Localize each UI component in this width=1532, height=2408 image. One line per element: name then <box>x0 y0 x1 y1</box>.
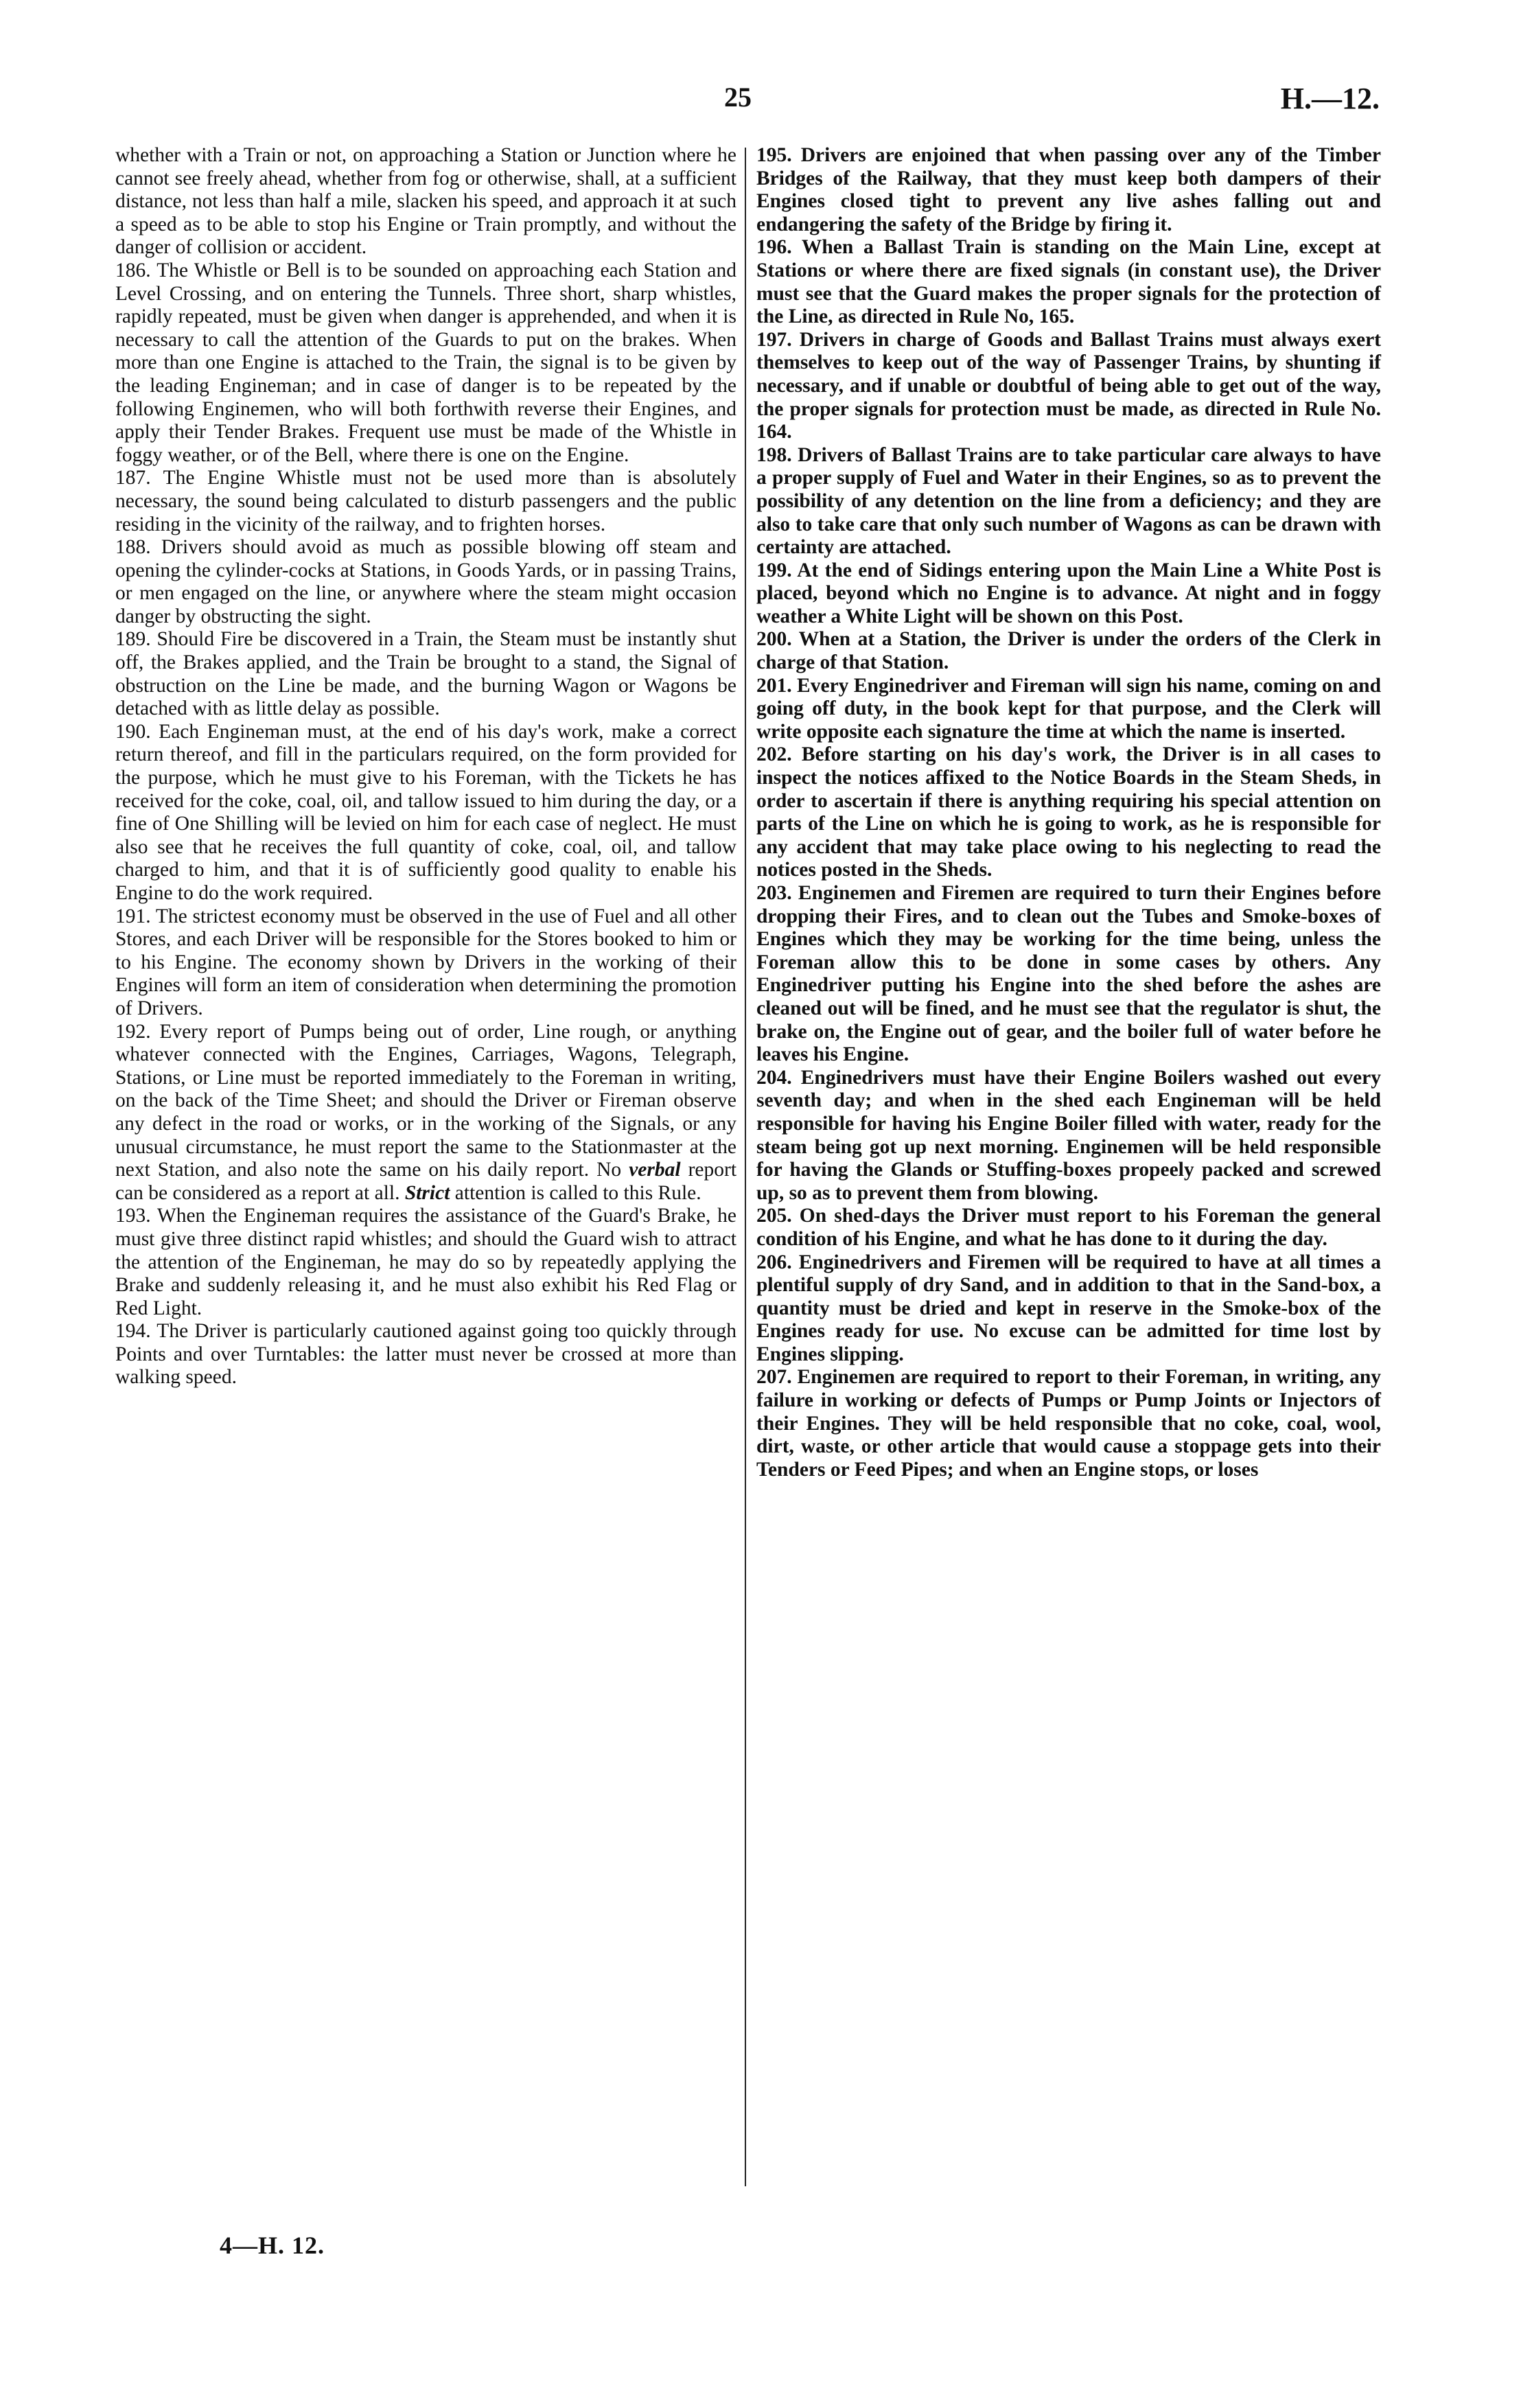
rule-201: 201. Every Enginedriver and Fireman will sign his name, coming on and going off duty, in the book kept for that purpose, and the Clerk will write opposite each signature the time at which the name is inserted. <box>756 674 1381 743</box>
rule-199: 199. At the end of Sidings entering upon the Main Line a White Post is placed, beyond which no Engine is to advance. At night and in foggy weather a White Light will be shown on this Post. <box>756 559 1381 627</box>
rule-202: 202. Before starting on his day's work, the Driver is in all cases to inspect the notices affixed to the Notice Boards in the Steam Sheds, in order to ascertain if there is anything requiring his special attention on parts of the Line on which he is going to work, as he is responsible for any accident that may take place owing to his neglecting to read the notices posted in the Sheds. <box>756 743 1381 881</box>
rule-203: 203. Enginemen and Firemen are required to turn their Engines before dropping their Fires, and to clean out the Tubes and Smoke-boxes of Engines which they may be working for the time being, unless the Foreman allow this to be done in some cases by others. Any Enginedriver putting his Engine into the shed before the ashes are cleaned out will be fined, and he must see that the regulator is shut, the brake on, the Engine out of gear, and the boiler full of water before he leaves his Engine. <box>756 882 1381 1066</box>
rule-198: 198. Drivers of Ballast Trains are to take particular care always to have a proper supply of Fuel and Water in their Engines, so as to prevent the possibility of any detention on the line from a deficiency; and they are also to take care that only such number of Wagons as can be drawn with certainty are attached. <box>756 443 1381 559</box>
rule-192-strict: Strict <box>404 1181 450 1204</box>
rule-192-part-e: attention is called to this Rule. <box>454 1181 701 1204</box>
right-column <box>756 144 1381 1481</box>
rule-189: 189. Should Fire be discovered in a Train, the Steam must be instantly shut off, the Brakes applied, and the Train be brought to a stand, the Signal of obstruction on the Line be made, and the burning Wagon or Wagons be detached with as little delay as possible. <box>115 628 736 720</box>
rule-192-part-a: 192. Every report of Pumps being out of order, Line rough, or anything whatever connected with the Engines, Carriages, Wagons, Telegraph, Stations, or Line must be reported immediately to the Foreman in writing, on the back of the Time Sheet; and should the Driver or Fireman observe any defect in the road or works, or in the working of the Signals, or any unusual circumstance, he must report the same to the Stationmaster at the next Station, and also note the same on his daily report. No <box>115 1020 736 1181</box>
rule-207: 207. Enginemen are required to report to their Foreman, in writing, any failure in working or defects of Pumps or Pump Joints or Injectors of their Engines. They will be held responsible that no coke, coal, wool, dirt, waste, or other article that would cause a stoppage gets into their Tenders or Feed Pipes; and when an Engine stops, or loses <box>756 1366 1381 1481</box>
rule-192-part-c: report can be considered as a report at all. <box>115 1159 737 1204</box>
page-header <box>0 81 1532 129</box>
rule-196: 196. When a Ballast Train is standing on the Main Line, except at Stations or where there are fixed signals (in constant use), the Driver must see that the Guard makes the proper signals for the protection of the Line, as directed in Rule No, 165. <box>756 236 1381 328</box>
rule-194: 194. The Driver is particularly cautioned against going too quickly through Points and over Turntables: the latter must never be crossed at more than walking speed. <box>115 1320 736 1389</box>
page-number: 25 <box>724 82 752 113</box>
rule-206: 206. Enginedrivers and Firemen will be required to have at all times a plentiful supply of dry Sand, and in addition to that in the Sand-box, a quantity must be dried and kept in reserve in the Smoke-box of the Engines ready for use. No excuse can be admitted for time lost by Engines slipping. <box>756 1251 1381 1365</box>
rule-195: 195. Drivers are enjoined that when passing over any of the Timber Bridges of the Railway, that they must keep both dampers of their Engines closed tight to prevent any live ashes falling out and endangering the safety of the Bridge by firing it. <box>756 144 1381 235</box>
rule-191: 191. The strictest economy must be observed in the use of Fuel and all other Stores, and each Driver will be responsible for the Stores booked to him or to his Engine. The economy shown by Drivers in the working of their Engines will form an item of consideration when determining the promotion of Drivers. <box>115 905 736 1019</box>
rule-188: 188. Drivers should avoid as much as possible blowing off steam and opening the cylinder-cocks at Stations, in Goods Yards, or in passing Trains, or men engaged on the line, or anywhere where the steam might occasion danger by obstructing the sight. <box>115 536 736 627</box>
rule-193: 193. When the Engineman requires the assistance of the Guard's Brake, he must give three distinct rapid whistles; and should the Guard wish to attract the attention of the Engineman, he may do so by repeatedly applying the Brake and suddenly releasing it, and he must also exhibit his Red Flag or Red Light. <box>115 1205 736 1319</box>
paper-reference: H.—12. <box>1280 82 1380 115</box>
rule-197: 197. Drivers in charge of Goods and Ballast Trains must always exert themselves to keep out of the way of Passenger Trains, by shunting if necessary, and if unable or doubtful of being able to get out of the way, the proper signals for protection must be made, as directed in Rule No. 164. <box>756 328 1381 443</box>
rule-187: 187. The Engine Whistle must not be used more than is absolutely necessary, the sound being calculated to disturb passengers and the public residing in the vicinity of the railway, and to frighten horses. <box>115 467 736 535</box>
signature-mark: 4—H. 12. <box>220 2232 325 2259</box>
rule-190: 190. Each Engineman must, at the end of his day's work, make a correct return thereof, and fill in the particulars required, on the form provided for the purpose, which he must give to his Foreman, with the Tickets he has received for the coke, coal, oil, and tallow issued to him during the day, or a fine of One Shilling will be levied on him for each case of neglect. He must also see that he receives the full quantity of coke, coal, oil, and tallow charged to him, and that it is of sufficiently good quality to enable his Engine to do the work required. <box>115 720 736 904</box>
rule-186: 186. The Whistle or Bell is to be sounded on approaching each Station and Level Crossing, and on entering the Tunnels. Three short, sharp whistles, rapidly repeated, must be given when danger is apprehended, and when it is necessary to call the attention of the Guards to put on the brakes. When more than one Engine is attached to the Train, the signal is to be given by the leading Engineman; and in case of danger is to be repeated by the following Enginemen, who will both forthwith reverse their Engines, and apply their Tender Brakes. Frequent use must be made of the Whistle in foggy weather, or of the Bell, where there is one on the Engine. <box>115 259 736 466</box>
rule-205: 205. On shed-days the Driver must report to his Foreman the general condition of his Engine, and what he has done to it during the day. <box>756 1205 1381 1250</box>
left-column <box>115 144 736 1389</box>
paragraph-continued: whether with a Train or not, on approaching a Station or Junction where he cannot see freely ahead, whether from fog or otherwise, shall, at a sufficient distance, not less than half a mile, slacken his speed, and approach it at such a speed as to be able to stop his Engine or Train promptly, and without the danger of collision or accident. <box>115 144 736 259</box>
rule-192-verbal: verbal <box>629 1159 681 1181</box>
rule-200: 200. When at a Station, the Driver is under the orders of the Clerk in charge of that Station. <box>756 628 1381 674</box>
rule-192 <box>115 1021 736 1205</box>
rule-204: 204. Enginedrivers must have their Engine Boilers washed out every seventh day; and when in the shed each Engineman will be held responsible for having his Engine Boiler filled with water, ready for the steam being got up next morning. Enginemen will be held responsible for having the Glands or Stuffing-boxes propeely packed and screwed up, so as to prevent them from blowing. <box>756 1066 1381 1204</box>
column-divider <box>745 148 746 2186</box>
